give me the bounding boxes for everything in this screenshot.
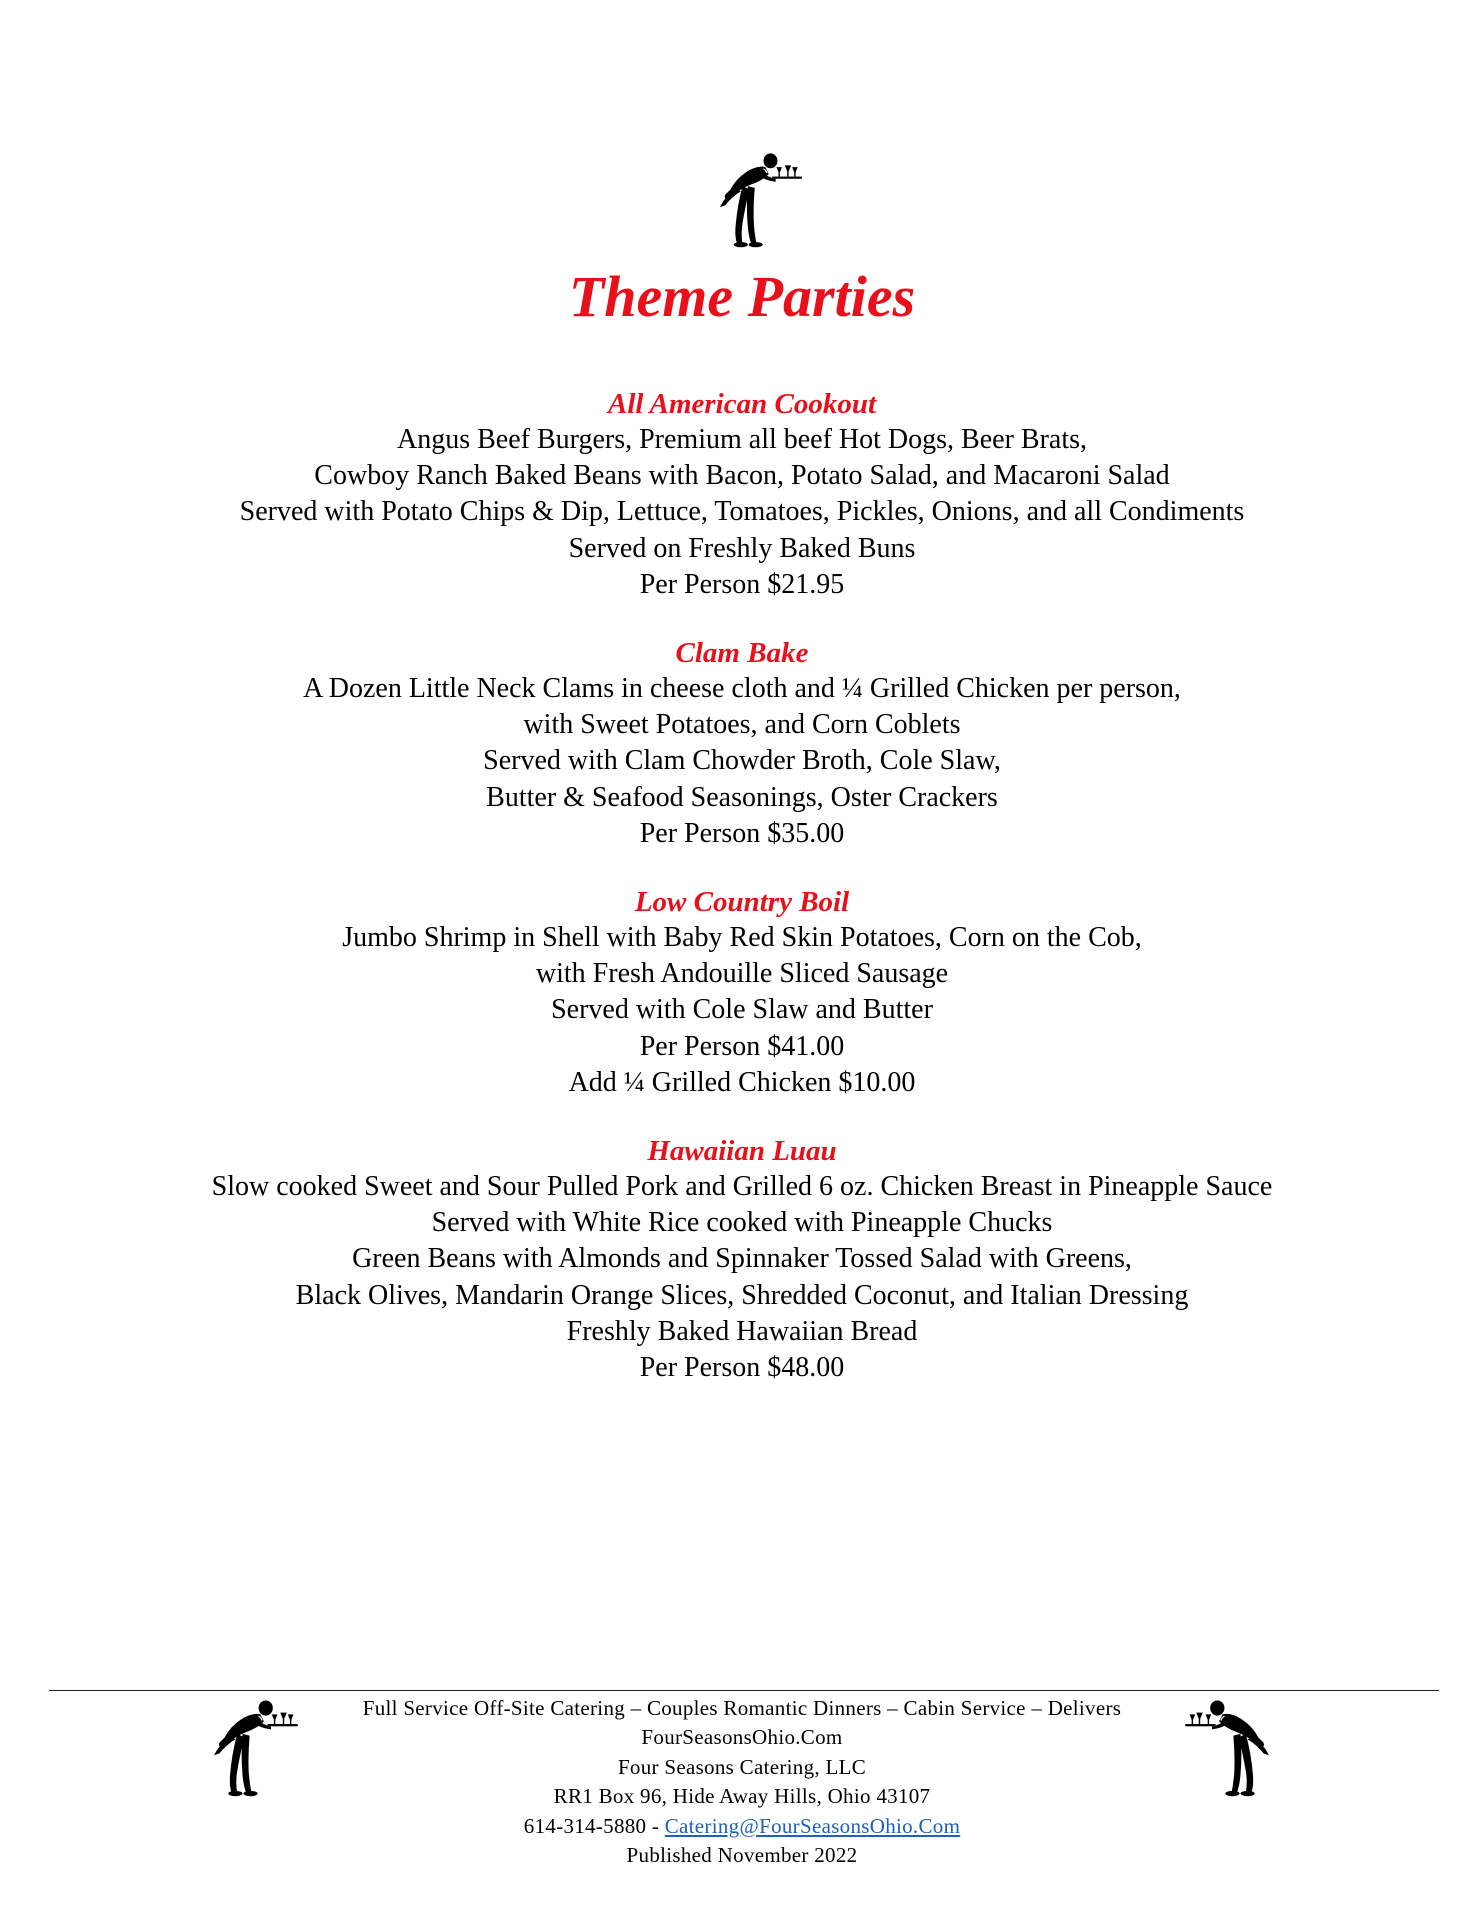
section-title: All American Cookout <box>607 388 877 420</box>
footer-services: Full Service Off-Site Catering – Couples Romantic Dinners – Cabin Service – Delivers <box>362 1696 1122 1720</box>
menu-line: Freshly Baked Hawaiian Bread <box>566 1315 918 1347</box>
menu-line: A Dozen Little Neck Clams in cheese cloth and ¼ Grilled Chicken per person, <box>303 673 1181 705</box>
addon-line: Add ¼ Grilled Chicken $10.00 <box>568 1066 916 1098</box>
menu-line: Served with Clam Chowder Broth, Cole Slaw, <box>483 745 1001 777</box>
menu-line: Slow cooked Sweet and Sour Pulled Pork and Grilled 6 oz. Chicken Breast in Pineapple Sauce <box>211 1171 1273 1203</box>
footer-divider <box>49 1690 1439 1691</box>
footer-published: Published November 2022 <box>626 1843 858 1868</box>
price-line: Per Person $21.95 <box>639 568 845 600</box>
menu-line: Black Olives, Mandarin Orange Slices, Shredded Coconut, and Italian Dressing <box>295 1279 1189 1311</box>
menu-list <box>0 386 1484 1418</box>
menu-line: Served with Potato Chips & Dip, Lettuce, Tomatoes, Pickles, Onions, and all Condiments <box>239 496 1245 528</box>
price-line: Per Person $35.00 <box>639 817 845 849</box>
price-line: Per Person $41.00 <box>639 1030 845 1062</box>
menu-line: Butter & Seafood Seasonings, Oster Crackers <box>486 781 998 813</box>
footer-contact <box>0 1812 1484 1841</box>
butler-logo-icon <box>712 153 808 249</box>
menu-section-hawaiian-luau <box>0 1133 1484 1386</box>
email-link[interactable]: Catering@FourSeasonsOhio.Com <box>664 1813 961 1838</box>
menu-line: with Sweet Potatoes, and Corn Coblets <box>523 709 961 741</box>
menu-line: Green Beans with Almonds and Spinnaker Tossed Salad with Greens, <box>352 1243 1132 1275</box>
menu-section-low-country-boil <box>0 884 1484 1101</box>
menu-line: Cowboy Ranch Baked Beans with Bacon, Potato Salad, and Macaroni Salad <box>314 460 1170 492</box>
footer-website: FourSeasonsOhio.Com <box>641 1725 843 1750</box>
menu-line: Jumbo Shrimp in Shell with Baby Red Skin Potatoes, Corn on the Cob, <box>342 922 1142 954</box>
page-title: Theme Parties <box>568 264 916 329</box>
footer <box>0 1694 1484 1870</box>
menu-line: Angus Beef Burgers, Premium all beef Hot Dogs, Beer Brats, <box>396 424 1088 455</box>
menu-line: Served with White Rice cooked with Pineapple Chucks <box>431 1207 1053 1239</box>
section-title: Hawaiian Luau <box>647 1135 837 1168</box>
menu-line: with Fresh Andouille Sliced Sausage <box>535 958 949 990</box>
section-title: Clam Bake <box>675 637 809 670</box>
footer-address: RR1 Box 96, Hide Away Hills, Ohio 43107 <box>553 1784 931 1809</box>
footer-company: Four Seasons Catering, LLC <box>617 1754 867 1779</box>
menu-section-clam-bake <box>0 635 1484 852</box>
menu-line: Served with Cole Slaw and Butter <box>551 994 933 1026</box>
section-title: Low Country Boil <box>634 886 850 919</box>
menu-line: Served on Freshly Baked Buns <box>568 532 916 564</box>
footer-phone: 614-314-5880 - <box>523 1813 665 1838</box>
price-line: Per Person $48.00 <box>639 1352 845 1384</box>
menu-section-all-american-cookout <box>0 386 1484 603</box>
